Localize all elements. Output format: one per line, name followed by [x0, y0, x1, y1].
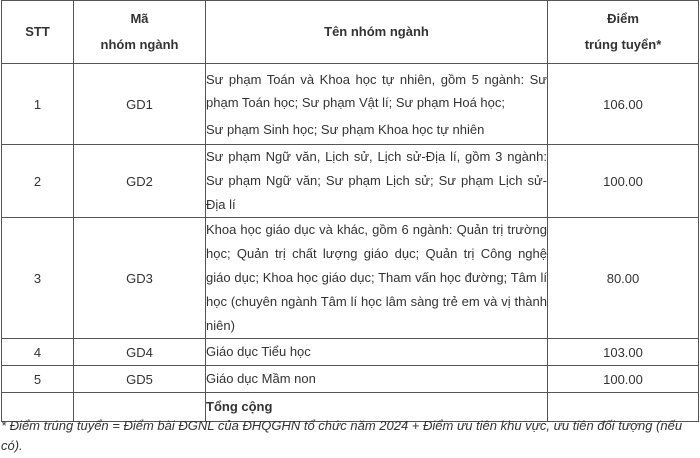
- cell-ten: Sư phạm Ngữ văn, Lịch sử, Lịch sử-Địa lí, gồm 3 ngành: Sư phạm Ngữ văn; Sư phạm Lịch sử; Sư phạm Lịch sử-Địa lí: [206, 145, 548, 218]
- footnote: * Điểm trúng tuyển = Điểm bài ĐGNL của ĐHQGHN tổ chức năm 2024 + Điểm ưu tiên khu vực, ưu tiên đối tượng (nếu có).: [1, 418, 683, 453]
- cell-ten: Giáo dục Tiểu học: [206, 339, 548, 366]
- cell-ma: GD1: [74, 64, 206, 145]
- header-diem-trung-tuyen: Điểm trúng tuyển*: [548, 1, 699, 64]
- cell-ten: [206, 64, 548, 145]
- header-ma-nhom-nganh: Mã nhóm ngành: [74, 1, 206, 64]
- table-row: [2, 64, 699, 145]
- cell-ten: Khoa học giáo dục và khác, gồm 6 ngành: Quản trị trường học; Quản trị chất lượng giáo dục; Quản trị Công nghệ giáo dục; Khoa học giáo dục; Tham vấn học đường; Tâm lí học (chuyên ngành Tâm lí học lâm sàng trẻ em và vị thành niên): [206, 218, 548, 339]
- cell-stt: 4: [2, 339, 74, 366]
- table-row: [2, 366, 699, 393]
- table-row: [2, 339, 699, 366]
- cell-diem: 103.00: [548, 339, 699, 366]
- table-row: [2, 218, 699, 339]
- cell-stt: 5: [2, 366, 74, 393]
- table-header-row: [2, 1, 699, 64]
- cell-stt: 1: [2, 64, 74, 145]
- cell-diem: 80.00: [548, 218, 699, 339]
- cell-ma: GD5: [74, 366, 206, 393]
- header-ten-nhom-nganh: Tên nhóm ngành: [206, 1, 548, 64]
- cell-diem: 100.00: [548, 145, 699, 218]
- cell-ten-part: Sư phạm Sinh học; Sư phạm Khoa học tự nhiên: [206, 121, 485, 137]
- cell-diem: 106.00: [548, 64, 699, 145]
- admission-scores-table: [1, 0, 699, 422]
- cell-ten-part: Sư phạm Toán và Khoa học tự nhiên, gồm 5 ngành: Sư phạm Toán học; Sư phạm Vật lí; Sư phạm Hoá học;: [206, 71, 547, 110]
- cell-stt: 2: [2, 145, 74, 218]
- header-stt: STT: [2, 1, 74, 64]
- cell-ten: Giáo dục Mầm non: [206, 366, 548, 393]
- cell-stt: 3: [2, 218, 74, 339]
- table-row: [2, 145, 699, 218]
- cell-diem: 100.00: [548, 366, 699, 393]
- cell-ma: GD2: [74, 145, 206, 218]
- cell-ma: GD4: [74, 339, 206, 366]
- cell-ma: GD3: [74, 218, 206, 339]
- total-label: Tổng cộng: [206, 393, 548, 422]
